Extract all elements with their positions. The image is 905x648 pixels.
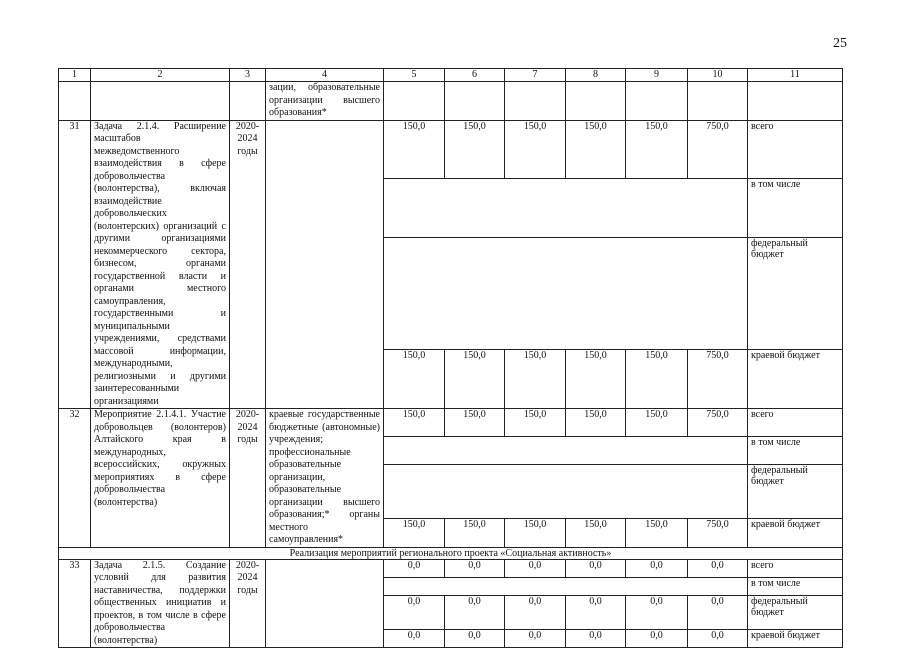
value-cell: 0,0	[626, 559, 688, 577]
table-row	[59, 409, 843, 437]
row-number: 32	[59, 409, 91, 548]
header-cell: 6	[445, 69, 505, 82]
source-label: всего	[748, 120, 843, 179]
value-cell: 150,0	[384, 120, 445, 179]
value-cell: 150,0	[445, 350, 505, 409]
value-cell: 0,0	[384, 595, 445, 630]
value-cell: 0,0	[384, 559, 445, 577]
value-cell: 150,0	[445, 409, 505, 437]
value-cell: 0,0	[566, 630, 626, 648]
header-cell: 9	[626, 69, 688, 82]
header-cell: 4	[266, 69, 384, 82]
value-cell: 0,0	[566, 559, 626, 577]
source-label: федеральный бюджет	[748, 237, 843, 349]
value-cell: 0,0	[626, 630, 688, 648]
value-cell: 0,0	[626, 595, 688, 630]
header-cell: 11	[748, 69, 843, 82]
continuation-row	[59, 82, 843, 121]
value-cell: 150,0	[505, 120, 566, 179]
value-cell: 0,0	[688, 559, 748, 577]
value-cell: 150,0	[445, 519, 505, 547]
source-label: краевой бюджет	[748, 630, 843, 648]
value-cell: 750,0	[688, 519, 748, 547]
value-cell: 0,0	[445, 595, 505, 630]
value-cell: 150,0	[505, 350, 566, 409]
value-cell: 150,0	[566, 519, 626, 547]
task-name: Задача 2.1.5. Создание условий для развития наставничества, поддержки общественных инициатив и проектов, в том числе в сфере добровольчества (волонтерства)	[91, 559, 230, 648]
value-cell: 0,0	[505, 595, 566, 630]
task-name: Задача 2.1.4. Расширение масштабов межведомственного взаимодействия в сфере добровольчества (волонтерства), включая взаимодействие добровольческих (волонтерских) организаций с другими организациями некоммерческого сектора, бизнесом, органами государственной власти и органами местного самоуправления, государственными и муниципальными учреждениями, средствами массовой информации, международными, религиозными и другими заинтересованными организациями	[91, 120, 230, 409]
source-label: в том числе	[748, 179, 843, 238]
source-label: краевой бюджет	[748, 519, 843, 547]
value-cell: 0,0	[384, 630, 445, 648]
value-cell: 0,0	[505, 630, 566, 648]
value-cell: 0,0	[688, 595, 748, 630]
executor-cell: краевые государственные бюджетные (автономные) учреждения; профессиональные образовательные организации, образовательные организации высшего образования;* органы местного самоуправления*	[266, 409, 384, 548]
row-number: 31	[59, 120, 91, 409]
task-name: Мероприятие 2.1.4.1. Участие добровольцев (волонтеров) Алтайского края в международных, всероссийских, окружных мероприятиях в сфере добровольчества (волонтерства)	[91, 409, 230, 548]
value-cell: 150,0	[626, 519, 688, 547]
value-cell: 0,0	[566, 595, 626, 630]
period-cell: 2020-2024 годы	[230, 120, 266, 409]
header-cell: 7	[505, 69, 566, 82]
value-cell: 150,0	[566, 350, 626, 409]
header-cell: 5	[384, 69, 445, 82]
value-cell: 150,0	[566, 409, 626, 437]
value-cell: 150,0	[384, 519, 445, 547]
value-cell: 150,0	[566, 120, 626, 179]
value-cell: 0,0	[445, 630, 505, 648]
header-cell: 8	[566, 69, 626, 82]
period-cell: 2020-2024 годы	[230, 559, 266, 648]
header-row	[59, 69, 843, 82]
executor-cell	[266, 559, 384, 648]
header-cell: 2	[91, 69, 230, 82]
value-cell: 150,0	[445, 120, 505, 179]
value-cell: 150,0	[626, 409, 688, 437]
value-cell: 0,0	[688, 630, 748, 648]
source-label: федеральный бюджет	[748, 595, 843, 630]
source-label: всего	[748, 409, 843, 437]
source-label: краевой бюджет	[748, 350, 843, 409]
budget-table	[58, 68, 843, 648]
header-cell: 1	[59, 69, 91, 82]
value-cell: 0,0	[445, 559, 505, 577]
value-cell: 750,0	[688, 409, 748, 437]
header-cell: 3	[230, 69, 266, 82]
table-row	[59, 120, 843, 179]
period-cell: 2020-2024 годы	[230, 409, 266, 548]
table-row	[59, 559, 843, 577]
value-cell: 150,0	[626, 120, 688, 179]
value-cell: 0,0	[505, 559, 566, 577]
executor-cell: зации, образовательные организации высшего образования*	[266, 82, 384, 121]
value-cell: 150,0	[505, 519, 566, 547]
value-cell: 150,0	[626, 350, 688, 409]
section-title: Реализация мероприятий регионального проекта «Социальная активность»	[59, 547, 843, 559]
value-cell: 150,0	[505, 409, 566, 437]
source-label: в том числе	[748, 577, 843, 595]
source-label: в том числе	[748, 437, 843, 465]
source-label: всего	[748, 559, 843, 577]
value-cell: 150,0	[384, 409, 445, 437]
header-cell: 10	[688, 69, 748, 82]
source-label: федеральный бюджет	[748, 465, 843, 519]
value-cell: 150,0	[384, 350, 445, 409]
section-row	[59, 547, 843, 559]
value-cell: 750,0	[688, 350, 748, 409]
row-number: 33	[59, 559, 91, 648]
value-cell: 750,0	[688, 120, 748, 179]
executor-cell	[266, 120, 384, 409]
page-number: 25	[833, 36, 847, 51]
